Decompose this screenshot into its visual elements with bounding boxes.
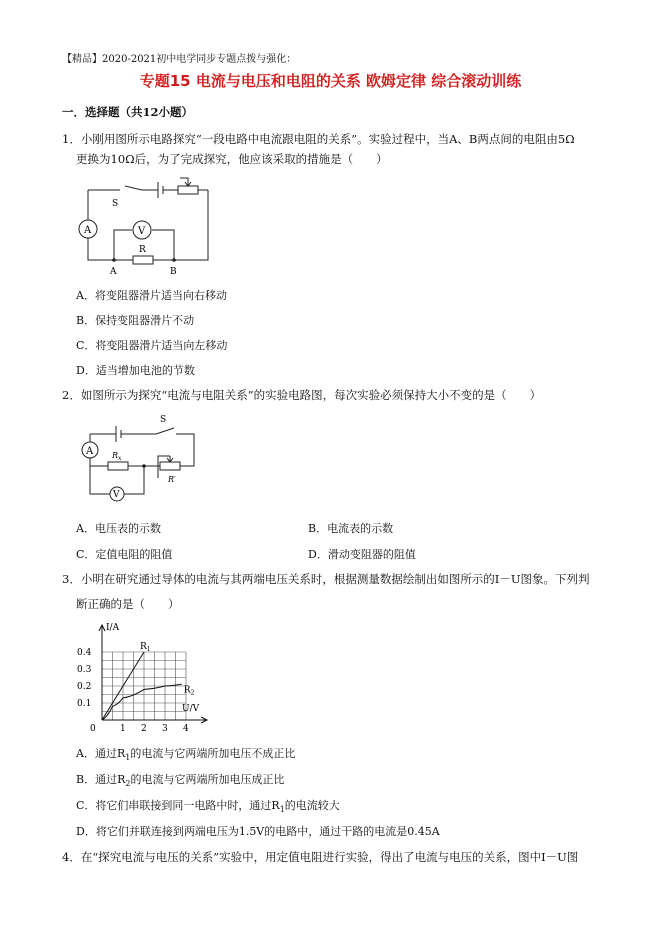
q3-option-b: B．通过$R_2$的电流与它两端所加电压成正比 <box>76 773 285 789</box>
x-tick-label: 4 <box>183 724 189 734</box>
q1-option-b: B．保持变阻器滑片不动 <box>76 314 195 327</box>
q1-option-d: D．适当增加电池的节数 <box>76 364 195 377</box>
q1-ammeter-label: A <box>84 225 92 236</box>
q1-option-a: A．将变阻器滑片适当向右移动 <box>76 289 227 302</box>
y-tick-label: 0.4 <box>77 648 92 658</box>
y-tick-label: 0.1 <box>77 699 92 709</box>
q2-line1: 2．如图所示为探究“电流与电阻关系”的实验电路图，每次实验必须保持大小不变的是（ ） <box>62 388 542 402</box>
q2-option-c: C．定值电阻的阻值 <box>76 548 173 561</box>
x-axis-label: U/V <box>182 704 200 714</box>
q1-option-c: C．将变阻器滑片适当向左移动 <box>76 339 228 352</box>
q2-circuit-diagram <box>72 408 202 508</box>
q3-option-a: A．通过$R_1$的电流与它两端所加电压不成正比 <box>76 747 296 763</box>
q2-label-rprime: R′ <box>168 475 176 484</box>
x-tick-label: 0 <box>90 724 96 734</box>
page-header: 【精品】2020-2021初中电学同步专题点拨与强化： <box>62 54 297 65</box>
q1-label-r: R <box>139 245 146 255</box>
series-line-R2 <box>102 684 182 720</box>
q2-option-d: D．滑动变阻器的阻值 <box>308 548 416 561</box>
q2-label-s: S <box>160 415 167 425</box>
series-label-R1: $R_1$ <box>140 642 151 653</box>
q2-voltmeter-label: V <box>113 490 120 500</box>
q2-ammeter-label: A <box>86 446 94 457</box>
q1-point-a: A <box>110 267 117 277</box>
x-tick-label: 1 <box>120 724 126 734</box>
q3-option-c: C．将它们串联接到同一电路中时，通过$R_1$的电流较大 <box>76 799 340 815</box>
q4-line1: 4．在“探究电流与电压的关系”实验中，用定值电阻进行实验，得出了电流与电压的关系，图中I－U图 <box>62 850 579 864</box>
q2-option-b: B．电流表的示数 <box>308 522 394 535</box>
q1-label-s: S <box>112 199 119 209</box>
q2-label-rx: $R_x$ <box>112 451 122 462</box>
y-tick-label: 0.2 <box>77 682 92 692</box>
iu-chart <box>72 618 222 740</box>
x-tick-label: 3 <box>162 724 168 734</box>
q3-line1: 3．小明在研究通过导体的电流与其两端电压关系时，根据测量数据绘制出如图所示的I－U图象。下列判 <box>62 572 590 586</box>
q3-line2: 断正确的是（ ） <box>76 597 180 611</box>
page-title: 专题15 电流与电压和电阻的关系 欧姆定律 综合滚动训练 <box>139 72 522 90</box>
q1-line2: 更换为10Ω后，为了完成探究，他应该采取的措施是（ ） <box>76 152 388 166</box>
q2-option-a: A．电压表的示数 <box>76 522 161 535</box>
q1-line1: 1．小刚用图所示电路探究“一段电路中电流跟电阻的关系”。实验过程中，当A、B两点间的电阻由5Ω <box>62 132 575 146</box>
x-tick-label: 2 <box>141 724 147 734</box>
q1-voltmeter-label: V <box>138 226 146 237</box>
section-heading: 一．选择题（共12小题） <box>62 105 194 119</box>
q3-option-d: D．将它们并联连接到两端电压为1.5V的电路中，通过干路的电流是0.45A <box>76 825 440 838</box>
series-label-R2: $R_2$ <box>183 685 195 697</box>
y-axis-label: I/A <box>106 623 120 633</box>
q1-point-b: B <box>170 267 177 277</box>
q1-circuit-diagram <box>70 172 220 282</box>
y-tick-label: 0.3 <box>77 665 92 675</box>
